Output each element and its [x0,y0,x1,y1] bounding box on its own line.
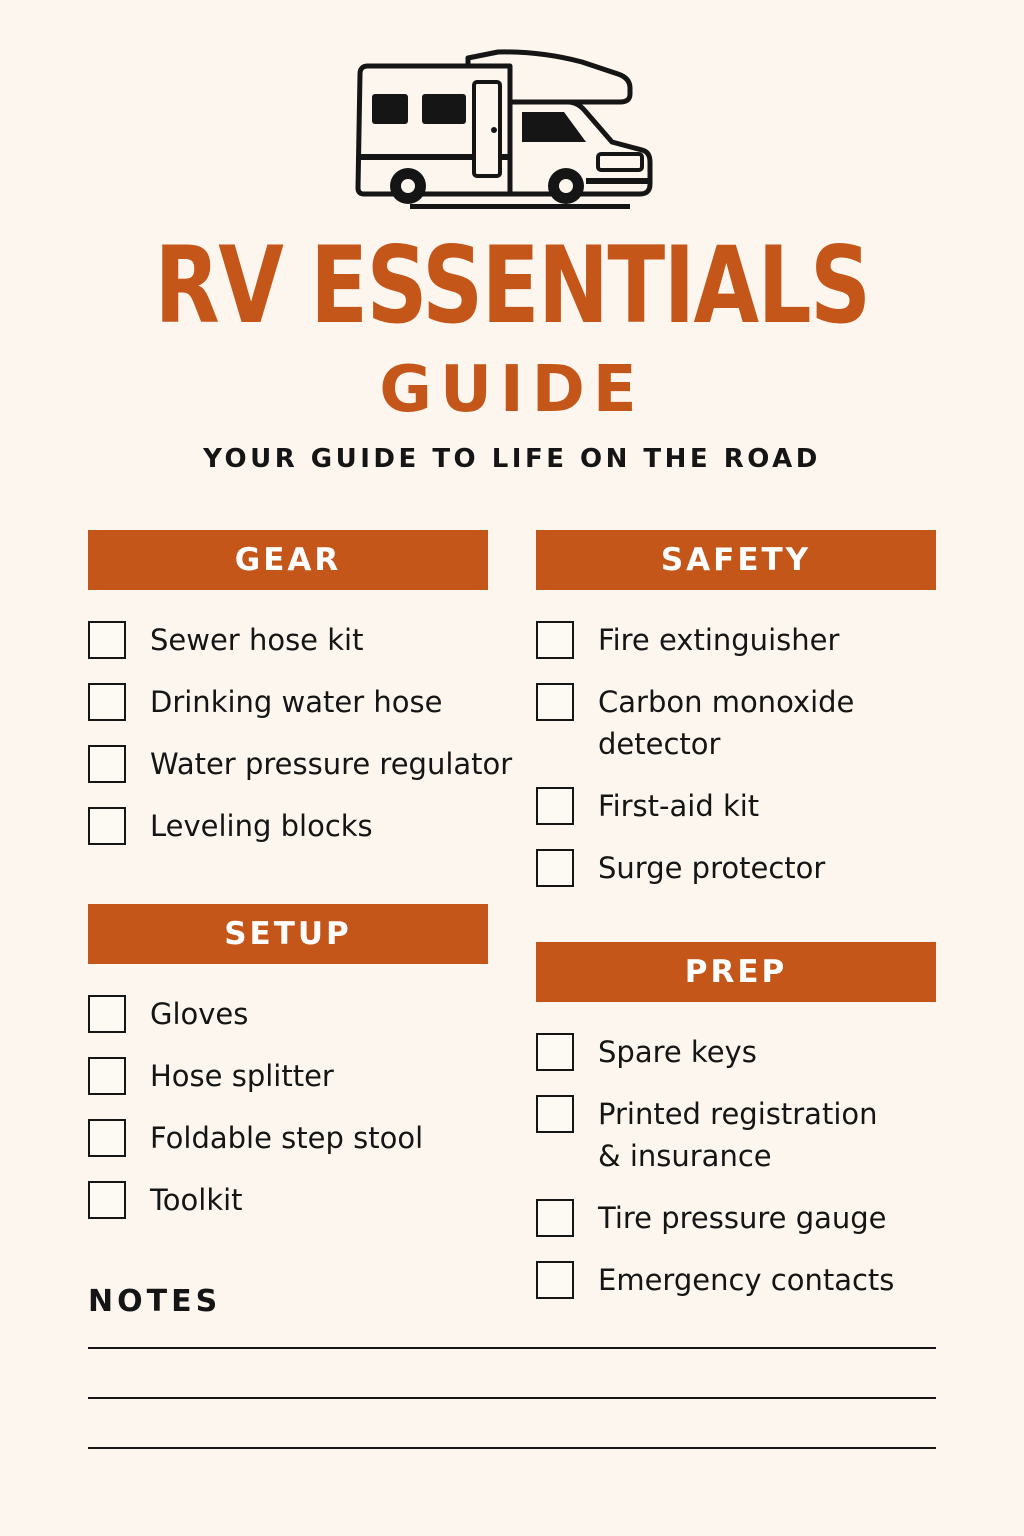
checkbox[interactable] [536,1199,574,1237]
checkbox[interactable] [536,1261,574,1299]
notes-line[interactable] [88,1397,936,1399]
item-label: First-aid kit [598,789,760,823]
item-label: Fire extinguisher [598,623,840,657]
checklist-gear [88,619,513,867]
checklist-item [536,847,936,909]
item-label: Surge protector [598,851,826,885]
checklist-item [88,1117,488,1179]
checkbox[interactable] [536,683,574,721]
checkbox[interactable] [88,683,126,721]
checklist-item [536,1031,936,1093]
section-header-setup: SETUP [88,904,488,964]
checklist-item [536,1259,936,1321]
checkbox[interactable] [88,807,126,845]
notes-label: NOTES [88,1284,222,1319]
item-label: Gloves [150,997,249,1031]
checklist-item [88,993,488,1055]
section-safety [536,530,936,909]
checklist-item [536,785,936,847]
checkbox[interactable] [88,1057,126,1095]
item-label: Foldable step stool [150,1121,424,1155]
item-label: Spare keys [598,1035,757,1069]
checklist-item [88,743,513,805]
checkbox[interactable] [536,849,574,887]
checklist-item [88,619,488,681]
item-label: Emergency contacts [598,1263,895,1297]
checklist-item [88,681,488,743]
checklist-item [536,681,936,785]
checklist-prep [536,1031,936,1321]
checklist-item [536,1197,936,1259]
tagline: YOUR GUIDE TO LIFE ON THE ROAD [203,444,821,474]
section-header-prep: PREP [536,942,936,1002]
checkbox[interactable] [88,1119,126,1157]
page-subtitle: GUIDE [379,353,645,427]
checklist-setup [88,993,488,1241]
checkbox[interactable] [536,621,574,659]
item-label: Leveling blocks [150,809,373,843]
checklist-item [536,1093,936,1197]
checkbox[interactable] [536,787,574,825]
section-gear [88,530,513,867]
section-setup [88,904,488,1241]
section-header-gear: GEAR [88,530,488,590]
checkbox[interactable] [88,621,126,659]
checklist-item [536,619,936,681]
section-header-safety: SAFETY [536,530,936,590]
item-label: Hose splitter [150,1059,334,1093]
checkbox[interactable] [536,1095,574,1133]
item-label: Tire pressure gauge [598,1201,887,1235]
checkbox[interactable] [88,745,126,783]
item-label: Water pressure regulator [150,747,513,781]
notes-line[interactable] [88,1447,936,1449]
checklist-safety [536,619,936,909]
section-prep [536,942,936,1321]
checklist-item [88,1055,488,1117]
item-label: Sewer hose kit [150,623,364,657]
checkbox[interactable] [536,1033,574,1071]
checklist-item [88,805,488,867]
checkbox[interactable] [88,995,126,1033]
checklist-item [88,1179,488,1241]
item-label: Printed registration & insurance [598,1097,878,1173]
page-title: RV ESSENTIALS [154,224,870,347]
item-label: Carbon monoxide detector [598,685,855,761]
checkbox[interactable] [88,1181,126,1219]
notes-line[interactable] [88,1347,936,1349]
rv-motorhome-icon [350,46,654,216]
item-label: Toolkit [150,1183,243,1217]
item-label: Drinking water hose [150,685,443,719]
